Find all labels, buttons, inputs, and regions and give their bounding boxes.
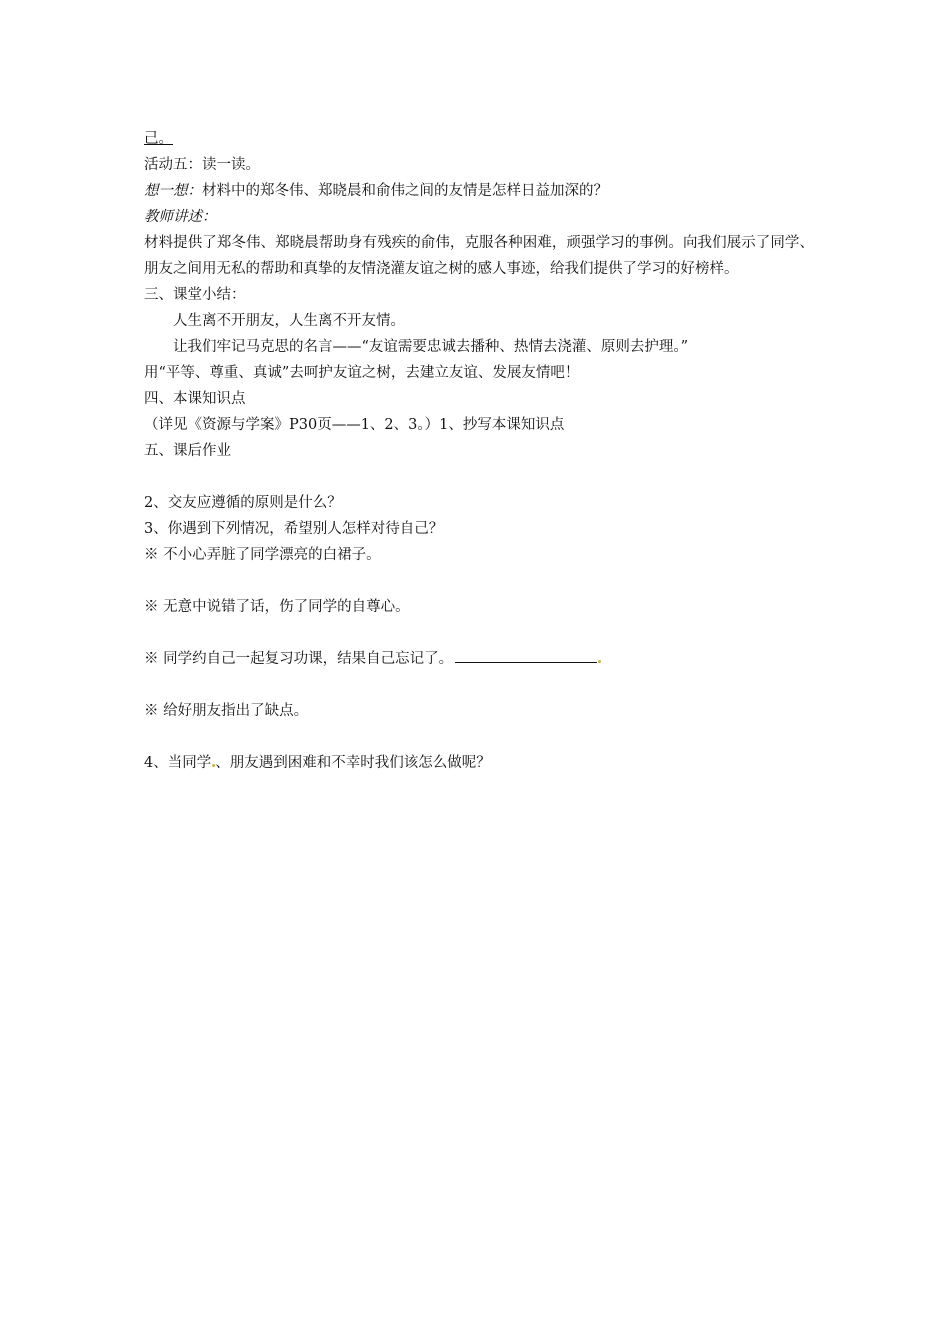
situation-2: ※ 无意中说错了话，伤了同学的自尊心。 [144, 599, 410, 615]
think-label: 想一想： [144, 183, 202, 199]
teacher-narration-label: 教师讲述： [144, 209, 217, 225]
think-question [144, 178, 814, 204]
question-4 [144, 750, 814, 776]
summary-line-2: 让我们牢记马克思的名言——“友谊需要忠诚去播种、热情去浇灌、原则去护理。” [173, 339, 689, 355]
situation-3 [144, 646, 814, 672]
spacer [144, 724, 814, 750]
summary-line-3: 用“平等、尊重、真诚”去呵护友谊之树，去建立友谊、发展友情吧！ [144, 365, 580, 381]
situation-3-text: ※ 同学约自己一起复习功课，结果自己忘记了。 [144, 651, 454, 667]
spacer [144, 568, 814, 594]
think-text: 材料中的郑冬伟、郑晓晨和俞伟之间的友情是怎样日益加深的？ [202, 183, 608, 199]
knowledge-points-line: （详见《资源与学案》P30页——1、2、3。）1、抄写本课知识点 [144, 417, 565, 433]
document-page [144, 126, 814, 776]
question-4-start: 4、当同学 [144, 755, 212, 771]
section-five-heading: 五、课后作业 [144, 443, 231, 459]
activity-five-heading: 活动五：读一读。 [144, 157, 260, 173]
question-4-end: 、朋友遇到困难和不幸时我们该怎么做呢？ [215, 755, 491, 771]
question-2: 2、交友应遵循的原则是什么？ [144, 495, 342, 511]
question-3: 3、你遇到下列情况，希望别人怎样对待自己？ [144, 521, 444, 537]
spacer [144, 620, 814, 646]
spacer [144, 464, 814, 490]
spacer [144, 672, 814, 698]
section-three-heading: 三、课堂小结： [144, 287, 246, 303]
section-four-heading: 四、本课知识点 [144, 391, 246, 407]
text-line-fragment: 己。 [144, 131, 173, 147]
summary-line-1: 人生离不开朋友，人生离不开友情。 [173, 313, 405, 329]
mark-dot [598, 660, 601, 663]
situation-1: ※ 不小心弄脏了同学漂亮的白裙子。 [144, 547, 381, 563]
answer-blank[interactable] [455, 648, 597, 663]
situation-4: ※ 给好朋友指出了缺点。 [144, 703, 309, 719]
teacher-narration-paragraph: 材料提供了郑冬伟、郑晓晨帮助身有残疾的俞伟，克服各种困难，顽强学习的事例。向我们展示了同学、朋友之间用无私的帮助和真挚的友情浇灌友谊之树的感人事迹，给我们提供了学习的好榜样。 [144, 235, 814, 277]
